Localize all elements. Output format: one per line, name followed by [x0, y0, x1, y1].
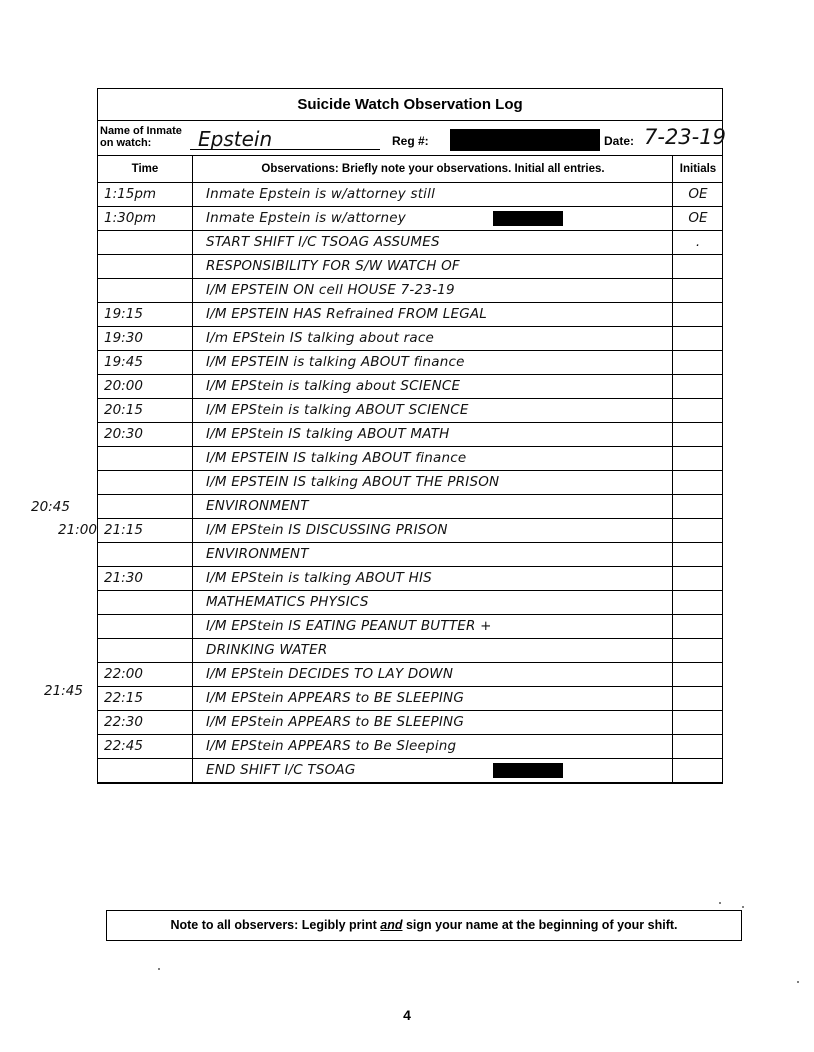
- log-row-observation: RESPONSIBILITY FOR S/W WATCH OF: [206, 258, 460, 274]
- log-row-observation: I/M EPStein IS EATING PEANUT BUTTER +: [206, 618, 492, 634]
- log-row-time: 22:30: [104, 714, 143, 730]
- log-row-observation: I/M EPStein IS talking ABOUT MATH: [206, 426, 450, 442]
- reg-label: Reg #:: [392, 134, 429, 148]
- log-row-time: 19:15: [104, 306, 143, 322]
- log-row-time: 21:15: [104, 522, 143, 538]
- log-row-time: 22:15: [104, 690, 143, 706]
- log-row-observation: Inmate Epstein is w/attorney still: [206, 186, 436, 202]
- name-label-line1: Name of Inmate: [100, 125, 182, 137]
- note-emphasis: and: [380, 918, 403, 932]
- log-row-time: 19:45: [104, 354, 143, 370]
- log-row-observation: I/M EPStein APPEARS to Be Sleeping: [206, 738, 457, 754]
- scan-speck: [797, 981, 799, 983]
- log-row-observation: I/M EPStein IS DISCUSSING PRISON: [206, 522, 448, 538]
- log-row-time: 21:30: [104, 570, 143, 586]
- log-row-observation: I/M EPStein is talking about SCIENCE: [206, 378, 461, 394]
- log-row-observation: I/M EPSTEIN HAS Refrained FROM LEGAL: [206, 306, 488, 322]
- log-row-observation: I/M EPStein APPEARS to BE SLEEPING: [206, 714, 464, 730]
- log-row-time: 20:00: [104, 378, 143, 394]
- col-divider: [672, 183, 673, 783]
- log-row-observation: I/M EPSTEIN IS talking ABOUT finance: [206, 450, 467, 466]
- log-row-time: 1:15pm: [104, 186, 157, 202]
- col-time-header: Time: [131, 163, 159, 175]
- margin-time-2100: 21:00: [58, 522, 97, 538]
- scan-speck: [742, 906, 744, 908]
- form-title: Suicide Watch Observation Log: [98, 89, 722, 121]
- log-row-time: 22:00: [104, 666, 143, 682]
- redaction-bar: [493, 763, 563, 778]
- scan-speck: [719, 902, 721, 904]
- inmate-info-row: [98, 121, 726, 156]
- log-row-observation: ENVIRONMENT: [206, 498, 309, 514]
- log-row-observation: DRINKING WATER: [206, 642, 328, 658]
- margin-time-2145: 21:45: [44, 683, 83, 699]
- log-row-observation: I/m EPStein IS talking about race: [206, 330, 434, 346]
- scan-speck: [158, 968, 160, 970]
- margin-time-2045: 20:45: [31, 499, 70, 515]
- log-row-observation: I/M EPStein APPEARS to BE SLEEPING: [206, 690, 464, 706]
- note-suffix: sign your name at the beginning of your shift.: [402, 918, 678, 932]
- log-row-observation: I/M EPStein DECIDES TO LAY DOWN: [206, 666, 454, 682]
- redaction-bar: [493, 211, 563, 226]
- log-row-time: 1:30pm: [104, 210, 157, 226]
- log-rows: [98, 183, 722, 783]
- log-row-observation: END SHIFT I/C TSOAG: [206, 762, 356, 778]
- log-row-observation: I/M EPStein is talking ABOUT SCIENCE: [206, 402, 469, 418]
- observation-log-form: [97, 88, 726, 784]
- log-row-observation: I/M EPSTEIN IS talking ABOUT THE PRISON: [206, 474, 500, 490]
- log-row-time: 22:45: [104, 738, 143, 754]
- page-number: 4: [403, 1007, 411, 1023]
- col-initials-header: Initials: [679, 163, 717, 175]
- log-row-observation: START SHIFT I/C TSOAG ASSUMES: [206, 234, 440, 250]
- note-prefix: Note to all observers: Legibly print: [170, 918, 381, 932]
- observer-instruction-note: [106, 910, 742, 941]
- log-row-initials: OE: [688, 186, 708, 202]
- date-value: 7-23-19: [644, 125, 726, 149]
- log-row-observation: I/M EPStein is talking ABOUT HIS: [206, 570, 432, 586]
- name-label-line2: on watch:: [100, 137, 152, 149]
- log-row-time: 20:15: [104, 402, 143, 418]
- log-row-initials: OE: [688, 210, 708, 226]
- col-observations-header: Observations: Briefly note your observations. Initial all entries.: [261, 163, 605, 175]
- log-row-observation: ENVIRONMENT: [206, 546, 309, 562]
- log-row-observation: I/M EPSTEIN is talking ABOUT finance: [206, 354, 465, 370]
- date-label: Date:: [604, 134, 635, 148]
- log-row-time: 20:30: [104, 426, 143, 442]
- reg-number-redaction: [450, 129, 600, 151]
- inmate-name-value: Epstein: [198, 127, 273, 151]
- log-row-observation: Inmate Epstein is w/attorney: [206, 210, 406, 226]
- col-divider: [192, 183, 193, 783]
- name-underline: [190, 149, 380, 150]
- log-row-initials: .: [695, 234, 701, 250]
- log-row-observation: I/M EPSTEIN ON cell HOUSE 7-23-19: [206, 282, 455, 298]
- log-row-observation: MATHEMATICS PHYSICS: [206, 594, 369, 610]
- col-divider: [192, 156, 193, 182]
- col-divider: [672, 156, 673, 182]
- log-row-time: 19:30: [104, 330, 143, 346]
- column-header-row: [98, 156, 722, 183]
